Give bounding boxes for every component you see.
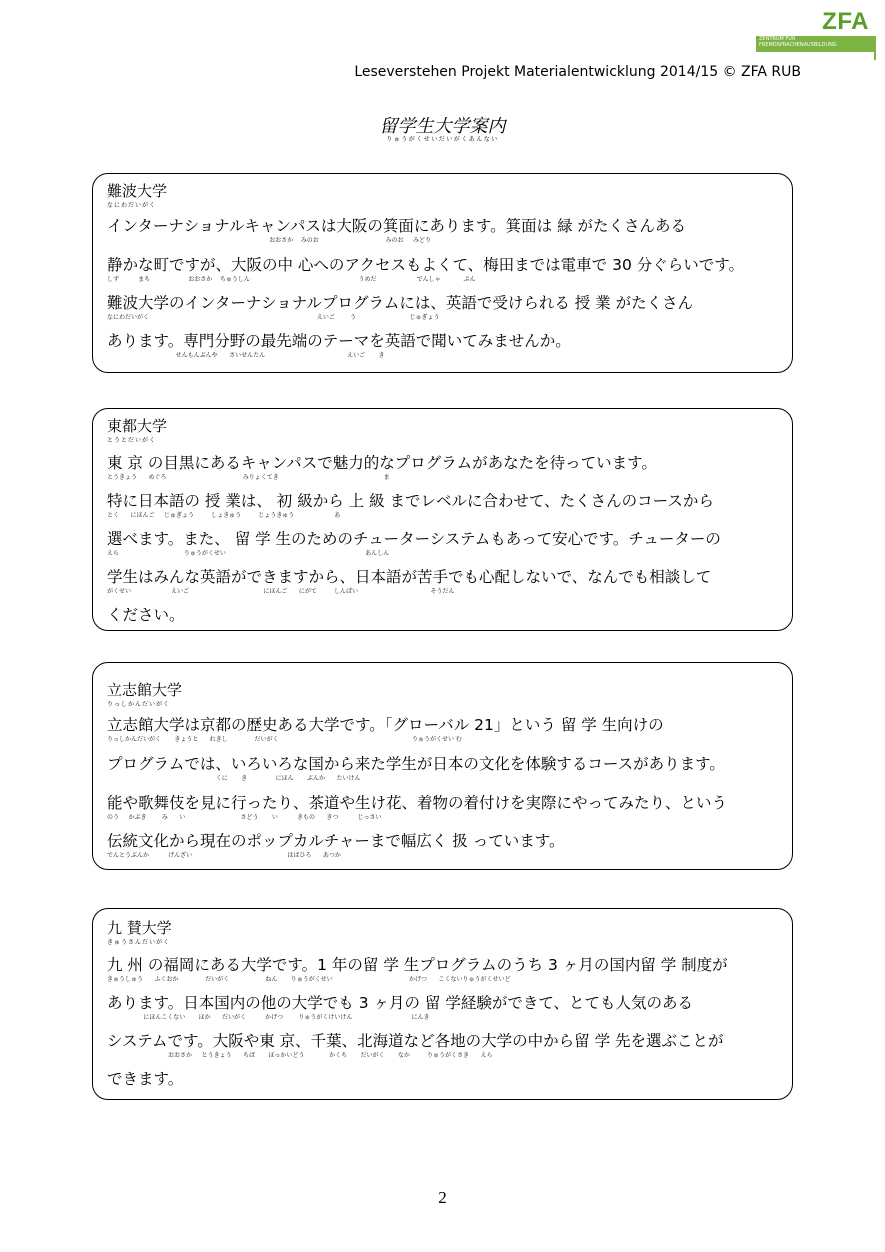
text-line-ruby: えら りゅうがくせい あんしん	[107, 550, 390, 557]
zfa-logo	[756, 8, 881, 58]
logo-subline-2: FREMDSPRACHENAUSBILDUNG	[759, 42, 837, 48]
university-card-kyusan	[92, 908, 793, 1100]
text-line-ruby: とく にほんご じゅぎょう しょきゅう じょうきゅう あ	[107, 512, 341, 519]
text-line-ruby: おおさか とうきょう ちば ほっかいどう かくち だいがく なか りゅうがくさき えら	[107, 1052, 493, 1059]
text-line: 特に日本語の 授 業は、 初 級から 上 級 までレベルに合わせて、たくさんのコースから	[107, 492, 714, 510]
university-card-toto	[92, 408, 793, 631]
text-line-ruby: のう かぶき み い さどう い きもの きつ じっさい	[107, 814, 382, 821]
text-line: 難波大学のインターナショナルプログラムには、英語で受けられる 授 業 がたくさん	[107, 294, 694, 312]
text-line-ruby: がくせい えいご にほんご にがて しんぱい そうだん	[107, 588, 455, 595]
text-line-ruby: せんもんぶんや さいせんたん えいご き	[107, 352, 385, 359]
text-line: インターナショナルキャンパスは大阪の箕面にあります。箕面は 緑 がたくさんある	[107, 217, 687, 235]
page-number: 2	[438, 1188, 447, 1207]
text-line: 九 州 の福岡にある大学です。1 年の留 学 生プログラムのうち 3 ヶ月の国内留 学 制度が	[107, 956, 728, 974]
university-name: 九 賛大学	[107, 919, 172, 937]
university-name: 立志館大学	[107, 681, 183, 699]
text-line: 伝統文化から現在のポップカルチャーまで幅広く 扱 っています。	[107, 832, 565, 850]
text-line-ruby: くに き にほん ぶんか たいけん	[107, 775, 361, 782]
page-title: 留学生大学案内	[379, 116, 506, 137]
text-line: あります。専門分野の最先端のテーマを英語で聞いてみませんか。	[107, 332, 571, 350]
text-line: システムです。大阪や東 京、千葉、北海道など各地の大学の中から留 学 先を選ぶことが	[107, 1032, 724, 1050]
text-line: 能や歌舞伎を見に行ったり、茶道や生け花、着物の着付けを実際にやってみたり、という	[107, 794, 728, 812]
document-header: Leseverstehen Projekt Materialentwicklung 2014/15 © ZFA RUB	[354, 64, 801, 80]
text-line: 立志館大学は京都の歴史ある大学です。「グローバル 21」という 留 学 生向けの	[107, 716, 664, 734]
logo-wordmark: ZFA	[822, 8, 869, 35]
text-line-ruby: なにわだいがく えいご う じゅぎょう	[107, 314, 440, 321]
text-line: 静かな町ですが、大阪の中 心へのアクセスもよくて、梅田までは電車で 30 分ぐらいです。	[107, 256, 744, 274]
text-line-ruby: りっしかんだいがく きょうと れきし だいがく りゅうがくせい む	[107, 736, 462, 743]
text-line: ください。	[107, 606, 185, 624]
text-line-ruby: とうきょう めぐろ みりょくてき ま	[107, 474, 390, 481]
text-line: 学生はみんな英語ができますから、日本語が苦手でも心配しないで、なんでも相談して	[107, 568, 712, 586]
text-line: プログラムでは、いろいろな国から来た学生が日本の文化を体験するコースがあります。	[107, 755, 725, 773]
university-card-namba	[92, 173, 793, 373]
university-name: 難波大学	[107, 182, 168, 200]
text-line: 東 京 の目黒にあるキャンパスで魅力的なプログラムがあなたを待っています。	[107, 454, 657, 472]
text-line-ruby: おおさか みのお みのお みどり	[107, 237, 432, 244]
logo-bar	[756, 36, 874, 52]
university-name-ruby: りっしかんだいがく	[107, 701, 171, 708]
page-title-ruby: りゅうがくせいだいがくあんない	[386, 136, 499, 143]
university-name-ruby: とうとだいがく	[107, 437, 157, 444]
logo-subline-1: ZENTRUM FÜR	[759, 36, 796, 42]
text-line-ruby: きゅうしゅう ふくおか だいがく ねん りゅうがくせい かげつ こくないりゅうがくせいど	[107, 976, 511, 983]
university-name-ruby: きゅうさんだいがく	[107, 939, 171, 946]
university-card-risshikan	[92, 662, 793, 870]
text-line: 選べます。また、 留 学 生のためのチューターシステムもあって安心です。チューターの	[107, 530, 721, 548]
text-line-ruby: しず まち おおさか ちゅうしん うめだ でんしゃ ぷん	[107, 276, 476, 283]
text-line-ruby: にほんこくない ほか だいがく かげつ りゅうがくけいけん にんき	[107, 1014, 430, 1021]
text-line: あります。日本国内の他の大学でも 3 ヶ月の 留 学経験ができて、とても人気のある	[107, 994, 694, 1012]
text-line: できます。	[107, 1070, 184, 1088]
university-name-ruby: なにわだいがく	[107, 202, 157, 209]
logo-tick	[874, 36, 876, 60]
text-line-ruby: でんとうぶんか げんざい はばひろ あつか	[107, 852, 341, 859]
university-name: 東都大学	[107, 417, 168, 435]
